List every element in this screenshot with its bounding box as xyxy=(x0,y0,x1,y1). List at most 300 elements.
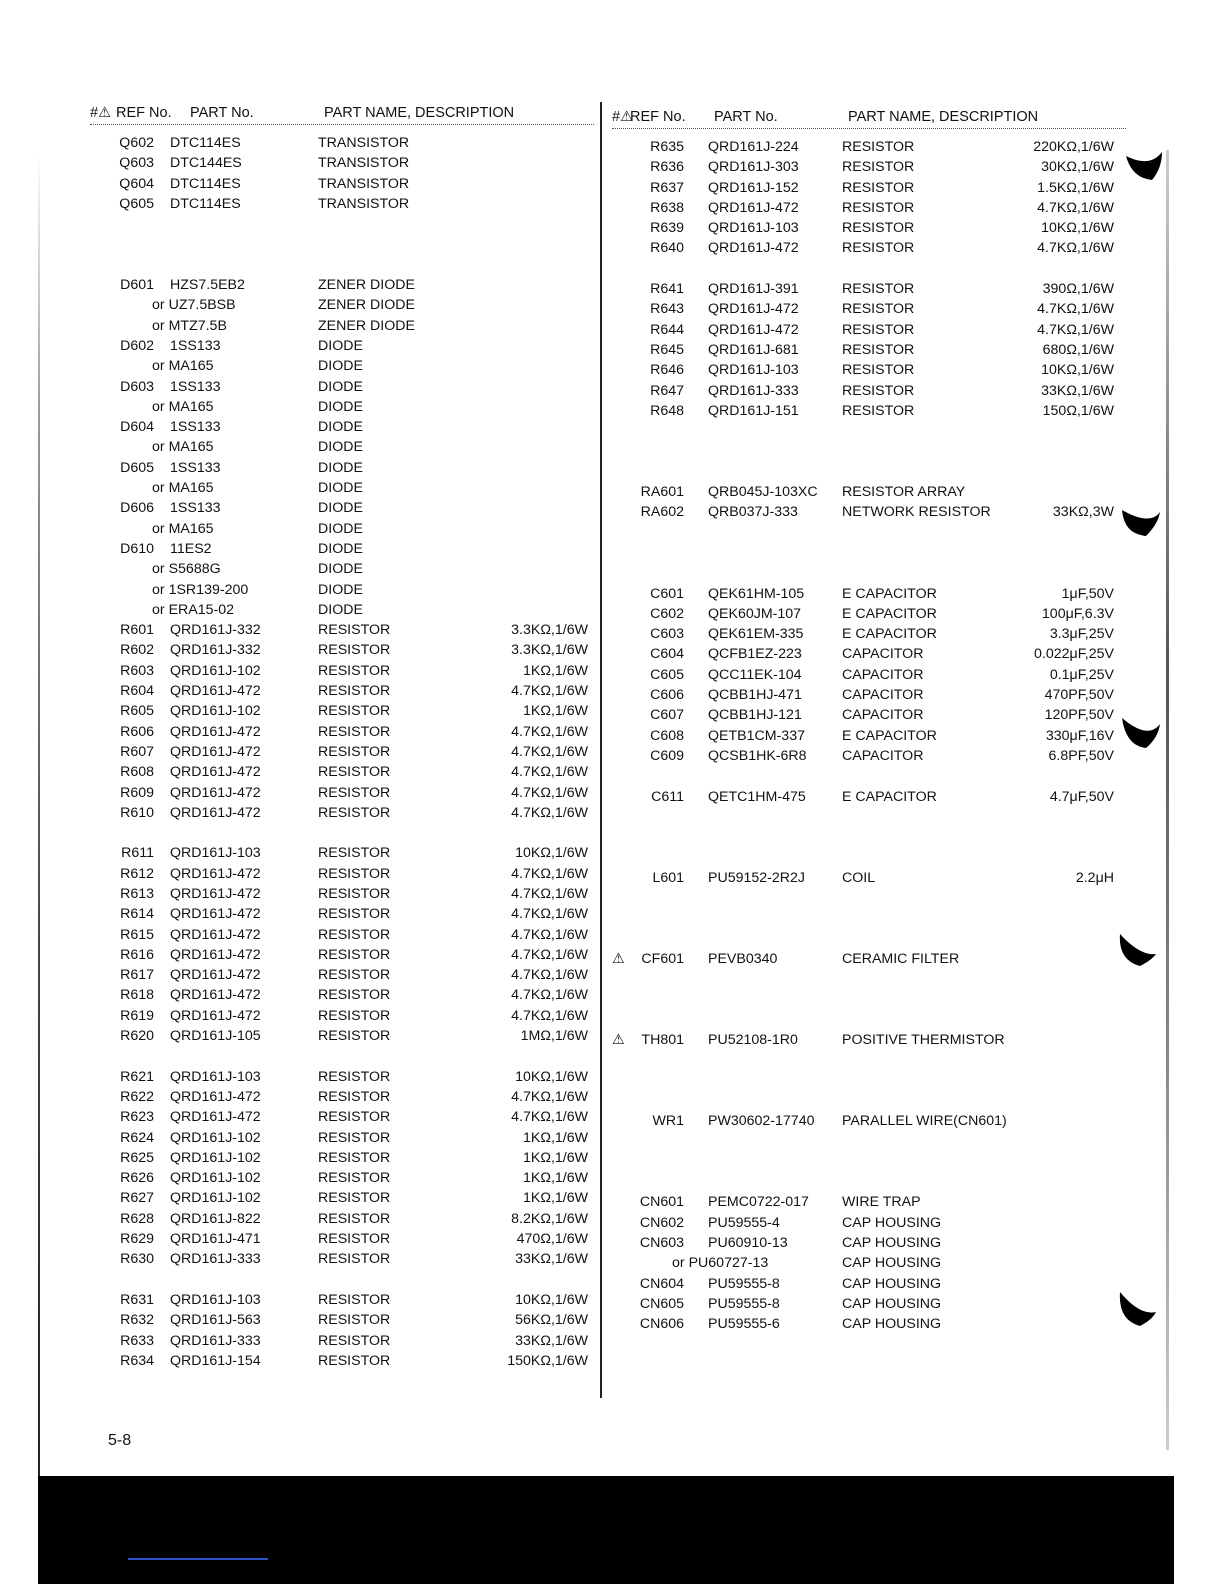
alternate-prefix: or xyxy=(152,317,165,334)
part-rating: 10KΩ,1/6W xyxy=(515,1068,588,1085)
part-no xyxy=(152,480,214,496)
left-parts-table xyxy=(90,104,594,1373)
left-table-body xyxy=(90,135,594,1373)
part-no: QRD161J-472 xyxy=(170,967,261,984)
parts-row xyxy=(90,906,594,926)
part-rating: 470Ω,1/6W xyxy=(516,1231,588,1248)
blank-spacer-row xyxy=(90,257,594,277)
parts-row xyxy=(90,683,594,703)
part-rating: 4.7KΩ,1/6W xyxy=(511,865,588,882)
parts-row xyxy=(90,1109,594,1129)
ref-no: R608 xyxy=(120,764,154,781)
parts-row xyxy=(612,1113,1126,1133)
part-rating: 30KΩ,1/6W xyxy=(1041,159,1114,176)
alternate-prefix: or xyxy=(152,358,165,375)
header-safety-mark: #⚠ xyxy=(612,109,634,125)
part-description: E CAPACITOR xyxy=(842,788,937,805)
part-no-value: S5688G xyxy=(168,561,221,578)
alternate-prefix: or xyxy=(152,439,165,456)
ref-no: C605 xyxy=(650,666,684,683)
part-description: RESISTOR xyxy=(318,1007,391,1024)
part-rating: 4.7KΩ,1/6W xyxy=(511,784,588,801)
ref-no: R620 xyxy=(120,1028,154,1045)
part-no: QRD161J-103 xyxy=(170,845,261,862)
ref-no: R636 xyxy=(650,159,684,176)
parts-row xyxy=(90,277,594,297)
ref-no: R639 xyxy=(650,220,684,237)
part-no xyxy=(152,561,221,577)
parts-row xyxy=(90,744,594,764)
part-description: RESISTOR xyxy=(842,199,915,216)
blank-spacer-row xyxy=(612,1134,1126,1154)
ref-no: RA602 xyxy=(640,504,684,521)
ref-no: R630 xyxy=(120,1251,154,1268)
part-rating: 330μF,16V xyxy=(1045,727,1114,744)
ref-no: R616 xyxy=(120,946,154,963)
part-no-value: MA165 xyxy=(168,439,214,456)
blank-spacer-row xyxy=(612,1154,1126,1174)
part-description: DIODE xyxy=(318,459,363,476)
part-no: QRD161J-472 xyxy=(170,1007,261,1024)
ref-no: C609 xyxy=(650,747,684,764)
parts-row xyxy=(612,1276,1126,1296)
parts-row xyxy=(90,1150,594,1170)
part-no xyxy=(152,297,236,313)
part-description: RESISTOR xyxy=(842,341,915,358)
part-rating: 220KΩ,1/6W xyxy=(1033,139,1114,155)
part-no: QRD161J-102 xyxy=(170,662,261,679)
ref-no: CN605 xyxy=(639,1295,684,1312)
part-no: QRD161J-681 xyxy=(708,341,799,358)
ref-no: C606 xyxy=(650,687,684,704)
part-rating: 4.7KΩ,1/6W xyxy=(511,967,588,984)
part-no xyxy=(152,358,214,374)
ref-no: CN601 xyxy=(639,1194,684,1211)
part-rating: 4.7KΩ,1/6W xyxy=(511,906,588,923)
ref-no: R644 xyxy=(650,321,684,338)
part-rating: 10KΩ,1/6W xyxy=(1041,362,1114,379)
parts-row xyxy=(612,383,1126,403)
part-description: RESISTOR xyxy=(318,1028,391,1045)
part-rating: 8.2KΩ,1/6W xyxy=(511,1210,588,1227)
part-rating: 4.7KΩ,1/6W xyxy=(511,804,588,821)
parts-row xyxy=(90,196,594,216)
part-description: DIODE xyxy=(318,398,363,415)
part-description: RESISTOR xyxy=(318,1109,391,1126)
ref-no: D606 xyxy=(120,500,154,517)
header-part-no: PART No. xyxy=(714,109,778,125)
ref-no: R605 xyxy=(120,703,154,720)
part-no: QRD161J-391 xyxy=(708,281,799,298)
part-description: TRANSISTOR xyxy=(318,195,410,212)
parts-row xyxy=(90,1190,594,1210)
part-no xyxy=(152,521,214,537)
part-description: RESISTOR xyxy=(318,743,391,760)
part-no: QRD161J-154 xyxy=(170,1352,261,1369)
ref-no: CN602 xyxy=(639,1214,684,1231)
ref-no: R602 xyxy=(120,642,154,659)
ref-no: Q603 xyxy=(119,155,154,172)
ref-no: R623 xyxy=(120,1109,154,1126)
ref-no: R631 xyxy=(120,1291,154,1308)
part-description: RESISTOR xyxy=(842,220,915,237)
parts-row xyxy=(612,403,1126,423)
part-description: RESISTOR xyxy=(318,622,391,639)
header-description: PART NAME, DESCRIPTION xyxy=(324,105,515,121)
parts-row xyxy=(90,155,594,175)
parts-row xyxy=(90,561,594,581)
part-no: QRD161J-103 xyxy=(170,1068,261,1085)
part-rating: 4.7KΩ,1/6W xyxy=(511,743,588,760)
part-rating: 10KΩ,1/6W xyxy=(515,1291,588,1308)
parts-row xyxy=(612,687,1126,707)
part-description: TRANSISTOR xyxy=(318,155,410,172)
part-description: PARALLEL WIRE(CN601) xyxy=(842,1113,1007,1130)
part-rating: 1KΩ,1/6W xyxy=(522,1129,588,1146)
part-no: QRD161J-102 xyxy=(170,703,261,720)
safety-warning-icon: ⚠ xyxy=(612,1032,625,1049)
part-description: RESISTOR xyxy=(318,764,391,781)
part-description: CAP HOUSING xyxy=(842,1255,942,1272)
part-no: QRD161J-822 xyxy=(170,1210,261,1227)
part-rating: 4.7KΩ,1/6W xyxy=(511,1088,588,1105)
ref-no: C604 xyxy=(650,646,684,663)
part-no: 11ES2 xyxy=(170,540,212,557)
part-no: QETB1CM-337 xyxy=(708,727,805,744)
part-no: QRB045J-103XC xyxy=(708,484,818,501)
ref-no: R617 xyxy=(120,967,154,984)
blank-spacer-row xyxy=(90,1272,594,1292)
parts-row xyxy=(612,707,1126,727)
parts-row xyxy=(90,1008,594,1028)
blank-spacer-row xyxy=(612,768,1126,788)
part-description: RESISTOR xyxy=(318,967,391,984)
ref-no: R607 xyxy=(120,743,154,760)
part-no: QCC11EK-104 xyxy=(708,666,802,683)
part-no: QCBB1HJ-121 xyxy=(708,707,802,724)
part-no: 1SS133 xyxy=(170,378,221,395)
part-no: QRD161J-472 xyxy=(708,240,799,257)
parts-row xyxy=(90,1333,594,1353)
part-no: QRD161J-332 xyxy=(170,642,261,659)
parts-row xyxy=(90,135,594,155)
parts-row xyxy=(612,504,1126,524)
part-no: DTC114ES xyxy=(170,175,241,192)
part-description: TRANSISTOR xyxy=(318,135,410,151)
parts-row xyxy=(90,176,594,196)
blank-spacer-row xyxy=(612,991,1126,1011)
blank-spacer-row xyxy=(612,565,1126,585)
alternate-prefix: or xyxy=(152,480,165,497)
part-rating: 4.7KΩ,1/6W xyxy=(511,926,588,943)
parts-row xyxy=(90,967,594,987)
blank-spacer-row xyxy=(612,443,1126,463)
blank-spacer-row xyxy=(612,1073,1126,1093)
parts-row xyxy=(612,870,1126,890)
blank-spacer-row xyxy=(90,825,594,845)
blank-spacer-row xyxy=(90,236,594,256)
ref-no: CN604 xyxy=(639,1275,684,1292)
part-description: RESISTOR xyxy=(318,946,391,963)
parts-row xyxy=(90,622,594,642)
parts-row xyxy=(90,602,594,622)
part-description: RESISTOR xyxy=(318,845,391,862)
parts-row xyxy=(612,1215,1126,1235)
part-description: E CAPACITOR xyxy=(842,605,937,622)
parts-row xyxy=(612,180,1126,200)
header-description: PART NAME, DESCRIPTION xyxy=(848,109,1039,125)
part-description: RESISTOR xyxy=(842,281,915,298)
ref-no: D604 xyxy=(120,419,154,436)
part-description: RESISTOR xyxy=(318,1251,391,1268)
part-no: QRD161J-472 xyxy=(170,1088,261,1105)
blank-spacer-row xyxy=(612,931,1126,951)
part-no: PEMC0722-017 xyxy=(708,1194,809,1211)
ref-no: D602 xyxy=(120,337,154,354)
blank-spacer-row xyxy=(612,809,1126,829)
part-rating: 4.7KΩ,1/6W xyxy=(1037,240,1114,257)
scan-edge-left xyxy=(38,150,40,1480)
part-no: QRD161J-472 xyxy=(170,885,261,902)
part-no: QRD161J-472 xyxy=(170,683,261,700)
part-no: PU52108-1R0 xyxy=(708,1032,798,1049)
part-description: RESISTOR xyxy=(842,159,915,176)
parts-row xyxy=(90,358,594,378)
ref-no: Q604 xyxy=(119,175,154,192)
parts-row xyxy=(90,1251,594,1271)
part-no: 1SS133 xyxy=(170,419,221,436)
part-description: RESISTOR xyxy=(842,362,915,379)
part-no: DTC144ES xyxy=(170,155,242,172)
parts-row xyxy=(90,480,594,500)
parts-row xyxy=(612,322,1126,342)
part-no: PU59555-8 xyxy=(708,1295,780,1312)
parts-row xyxy=(90,1312,594,1332)
part-description: CAPACITOR xyxy=(842,666,924,683)
part-no-value: MA165 xyxy=(168,480,214,497)
parts-row xyxy=(90,845,594,865)
blank-spacer-row xyxy=(612,464,1126,484)
part-description: RESISTOR xyxy=(318,703,391,720)
scan-bottom-line xyxy=(128,1558,268,1560)
part-description: CAP HOUSING xyxy=(842,1316,942,1333)
part-description: RESISTOR xyxy=(842,321,915,338)
part-description: RESISTOR xyxy=(318,1149,391,1166)
parts-row xyxy=(612,484,1126,504)
ref-no: C603 xyxy=(650,626,684,643)
part-rating: 470PF,50V xyxy=(1044,687,1114,704)
part-description: RESISTOR xyxy=(842,382,915,399)
blank-spacer-row xyxy=(612,423,1126,443)
parts-row xyxy=(90,318,594,338)
ref-no: R611 xyxy=(121,845,154,862)
part-rating: 4.7KΩ,1/6W xyxy=(1037,301,1114,318)
part-no xyxy=(152,602,234,618)
part-no-value: 1SR139-200 xyxy=(168,581,249,598)
part-no: 1SS133 xyxy=(170,500,221,517)
part-description: RESISTOR xyxy=(318,723,391,740)
part-rating: 4.7μF,50V xyxy=(1049,788,1114,805)
part-description: RESISTOR xyxy=(318,1352,391,1369)
ref-no: R621 xyxy=(120,1068,154,1085)
part-no: QRD161J-472 xyxy=(170,926,261,943)
part-description: CAP HOUSING xyxy=(842,1235,942,1252)
part-rating: 56KΩ,1/6W xyxy=(515,1312,588,1329)
ref-no: R615 xyxy=(120,926,154,943)
part-no: QEK60JM-107 xyxy=(708,605,802,622)
ref-no: R637 xyxy=(650,179,684,196)
part-rating: 4.7KΩ,1/6W xyxy=(1037,321,1114,338)
scan-bottom-band xyxy=(38,1476,1174,1584)
parts-row xyxy=(612,789,1126,809)
ref-no: R628 xyxy=(120,1210,154,1227)
part-no: QRD161J-151 xyxy=(708,402,799,419)
part-no-value: MA165 xyxy=(168,520,214,537)
parts-row xyxy=(612,728,1126,748)
part-no: QRD161J-103 xyxy=(708,362,799,379)
part-description: DIODE xyxy=(318,581,363,598)
part-description: NETWORK RESISTOR xyxy=(842,504,991,521)
parts-row xyxy=(90,724,594,744)
left-table-header xyxy=(90,104,594,125)
ref-no: C611 xyxy=(651,788,684,805)
parts-row xyxy=(612,1032,1126,1052)
part-description: CAP HOUSING xyxy=(842,1214,942,1231)
part-description: DIODE xyxy=(318,520,363,537)
part-rating: 1KΩ,1/6W xyxy=(522,1170,588,1187)
blank-spacer-row xyxy=(612,1012,1126,1032)
part-no: PU59555-8 xyxy=(708,1275,780,1292)
part-description: WIRE TRAP xyxy=(842,1194,921,1211)
parts-row xyxy=(612,240,1126,260)
ref-no: R626 xyxy=(120,1170,154,1187)
ref-no: R625 xyxy=(120,1149,154,1166)
part-rating: 1μF,50V xyxy=(1061,585,1114,602)
alternate-prefix: or xyxy=(672,1255,685,1272)
part-description: ZENER DIODE xyxy=(318,297,415,314)
part-no: PU59555-6 xyxy=(708,1316,780,1333)
blank-spacer-row xyxy=(612,261,1126,281)
header-ref-no: REF No. xyxy=(116,105,172,121)
parts-row xyxy=(90,338,594,358)
part-no xyxy=(152,399,214,415)
parts-row xyxy=(90,1069,594,1089)
part-no: QRD161J-472 xyxy=(708,301,799,318)
blank-spacer-row xyxy=(612,971,1126,991)
ref-no: R634 xyxy=(120,1352,154,1369)
parts-row xyxy=(90,541,594,561)
parts-row xyxy=(612,200,1126,220)
part-description: RESISTOR xyxy=(318,865,391,882)
part-no: HZS7.5EB2 xyxy=(170,277,245,294)
part-no: PW30602-17740 xyxy=(708,1113,815,1130)
part-description: RESISTOR xyxy=(842,139,915,155)
parts-row xyxy=(612,951,1126,971)
part-description: POSITIVE THERMISTOR xyxy=(842,1032,1005,1049)
part-no: DTC114ES xyxy=(170,135,241,151)
alternate-prefix: or xyxy=(152,520,165,537)
parts-row xyxy=(90,947,594,967)
right-table-body xyxy=(612,139,1126,1337)
part-description: RESISTOR xyxy=(318,1332,391,1349)
parts-row xyxy=(90,866,594,886)
ref-no: C601 xyxy=(650,585,684,602)
part-no: PU59152-2R2J xyxy=(708,869,806,886)
part-description: RESISTOR xyxy=(318,1129,391,1146)
ref-no: CF601 xyxy=(641,950,684,967)
part-description: CERAMIC FILTER xyxy=(842,950,960,967)
part-rating: 4.7KΩ,1/6W xyxy=(511,723,588,740)
page-number: 5-8 xyxy=(108,1432,132,1449)
part-description: DIODE xyxy=(318,419,363,436)
parts-row xyxy=(90,460,594,480)
part-description: RESISTOR xyxy=(842,179,915,196)
part-rating: 4.7KΩ,1/6W xyxy=(1037,199,1114,216)
ref-no: D601 xyxy=(120,277,154,294)
part-description: RESISTOR xyxy=(318,1088,391,1105)
ref-no: Q605 xyxy=(119,195,154,212)
blank-spacer-row xyxy=(612,1052,1126,1072)
part-rating: 2.2μH xyxy=(1075,869,1114,886)
part-no: QRD161J-102 xyxy=(170,1149,261,1166)
ref-no: R624 xyxy=(120,1129,154,1146)
part-description: DIODE xyxy=(318,358,363,375)
part-no: PU60910-13 xyxy=(708,1235,788,1252)
parts-row xyxy=(90,764,594,784)
part-description: CAP HOUSING xyxy=(842,1295,942,1312)
part-description: RESISTOR xyxy=(318,1170,391,1187)
parts-row xyxy=(612,667,1126,687)
part-rating: 680Ω,1/6W xyxy=(1042,341,1114,358)
part-no xyxy=(152,582,248,598)
part-description: DIODE xyxy=(318,540,363,557)
part-no: QCSB1HK-6R8 xyxy=(708,747,807,764)
parts-row xyxy=(90,785,594,805)
part-no xyxy=(672,1255,768,1271)
part-description: RESISTOR xyxy=(842,240,915,257)
part-rating: 10KΩ,1/6W xyxy=(515,845,588,862)
part-no: QRD161J-333 xyxy=(708,382,799,399)
header-safety-mark: #⚠ xyxy=(90,105,112,121)
part-rating: 0.1μF,25V xyxy=(1049,666,1114,683)
part-description: RESISTOR xyxy=(318,662,391,679)
parts-row xyxy=(612,281,1126,301)
parts-row xyxy=(90,1353,594,1373)
part-no: PU59555-4 xyxy=(708,1214,780,1231)
part-description: DIODE xyxy=(318,337,363,354)
parts-row xyxy=(90,886,594,906)
part-rating: 1KΩ,1/6W xyxy=(522,1149,588,1166)
ref-no: R640 xyxy=(650,240,684,257)
part-description: COIL xyxy=(842,869,876,886)
part-rating: 390Ω,1/6W xyxy=(1042,281,1114,298)
right-table-header xyxy=(612,108,1126,129)
part-description: RESISTOR xyxy=(318,804,391,821)
ref-no: R633 xyxy=(120,1332,154,1349)
ref-no: R610 xyxy=(120,804,154,821)
ref-no: WR1 xyxy=(652,1113,684,1130)
part-no: QRD161J-102 xyxy=(170,1170,261,1187)
part-no: QRD161J-224 xyxy=(708,139,799,155)
ref-no: Q602 xyxy=(119,135,154,151)
part-description: E CAPACITOR xyxy=(842,626,937,643)
parts-row xyxy=(90,500,594,520)
ref-no: R614 xyxy=(120,906,154,923)
parts-row xyxy=(90,663,594,683)
part-no: QRD161J-103 xyxy=(708,220,799,237)
blank-spacer-row xyxy=(612,910,1126,930)
part-no: QRD161J-472 xyxy=(170,764,261,781)
